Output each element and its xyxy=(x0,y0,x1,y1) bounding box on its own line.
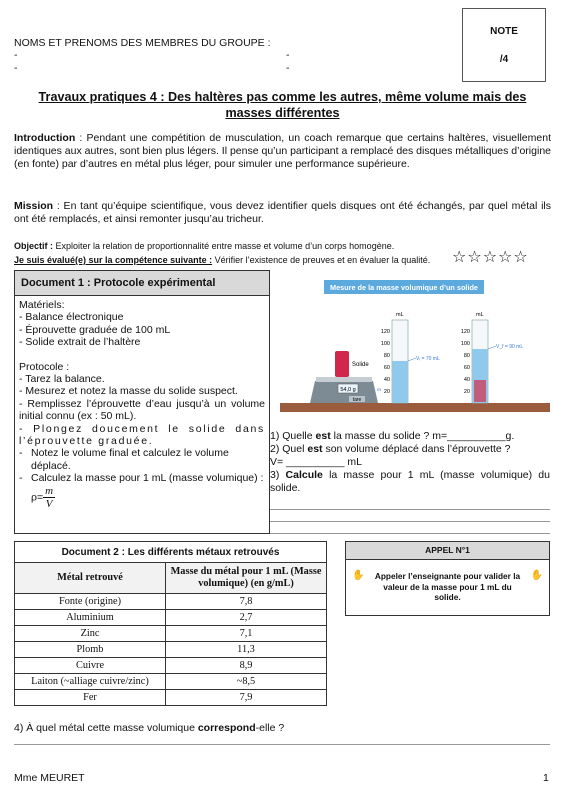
note-label: NOTE xyxy=(490,26,518,37)
table-row xyxy=(15,626,327,642)
q1-text: 1) Quelle xyxy=(270,430,316,442)
vi-label: Vᵢ = 70 mL xyxy=(416,356,440,362)
document-1 xyxy=(14,270,270,534)
protocole-step-6 xyxy=(19,472,265,509)
hand-icon: ✋ xyxy=(352,570,365,581)
col-header-metal: Métal retrouvé xyxy=(15,563,166,594)
materiel-item: - Solide extrait de l’haltère xyxy=(19,336,141,349)
density-cell: 7,1 xyxy=(166,626,327,642)
appel-box xyxy=(345,541,550,616)
tick-label: 120 xyxy=(460,329,470,335)
col-header-density: Masse du métal pour 1 mL (Masse volumique) (en g/mL) xyxy=(166,563,327,594)
metal-cell: Aluminium xyxy=(15,610,166,626)
mission-text: : En tant qu’équipe scientifique, vous devez identifier quels disques ont été échangés, par quel métal ils ont été remplacés, et ainsi remonter jusqu’au tricheur. xyxy=(14,200,551,225)
mission xyxy=(14,200,551,226)
question-3 xyxy=(270,469,550,495)
tick-label: 40 xyxy=(383,377,390,383)
materiel-item: - Éprouvette graduée de 100 mL xyxy=(19,323,171,336)
tick-label: 100 xyxy=(380,341,390,347)
metal-cell: Fer xyxy=(15,690,166,706)
step6-label: Calculez la masse pour 1 mL (masse volumique) : ρ= xyxy=(31,472,264,503)
questions-block xyxy=(270,430,550,495)
objectif xyxy=(14,241,394,251)
tare-label: tare xyxy=(352,397,362,403)
metal-cell: Cuivre xyxy=(15,658,166,674)
density-cell: ~8,5 xyxy=(166,674,327,690)
bullet-dash: - xyxy=(19,472,23,485)
solid-label: Solide xyxy=(352,362,369,368)
note-box xyxy=(462,8,546,82)
vi-pointer xyxy=(408,358,416,361)
materiel-title: Matériels: xyxy=(19,299,65,311)
tick-label: 40 xyxy=(463,377,470,383)
step6-text xyxy=(31,472,265,509)
metal-cell: Laiton (~alliage cuivre/zinc) xyxy=(15,674,166,690)
group-dash-2b: - xyxy=(286,62,290,74)
vf-label: V_f = 90 mL xyxy=(496,344,524,350)
footer-page-number: 1 xyxy=(543,772,549,784)
q2-rest: son volume déplacé dans l’éprouvette ? xyxy=(322,443,511,455)
cylinder2-unit: mL xyxy=(476,312,484,318)
table-row xyxy=(15,642,327,658)
group-dash-2a: - xyxy=(14,62,18,74)
metal-cell: Zinc xyxy=(15,626,166,642)
intro-text: : Pendant une compétition de musculation, un coach remarque que certains haltères, visuellement identiques aux autres, sont bien plus légers. Il pense qu’un participant a remplacé des disques métalliques d’origine (en fonte) par d’autres en métal plus léger, pour simuler une performance supérieure. xyxy=(14,132,551,170)
introduction xyxy=(14,132,551,171)
appel-title: APPEL N°1 xyxy=(346,542,549,560)
density-cell: 7,8 xyxy=(166,594,327,610)
question-4 xyxy=(14,722,284,735)
mass-label: m xyxy=(377,387,381,393)
metal-cell: Plomb xyxy=(15,642,166,658)
doc1-title: Document 1 : Protocole expérimental xyxy=(15,271,269,296)
q2-text: 2) Quel xyxy=(270,443,308,455)
balance-value: 54,0 g xyxy=(340,387,356,393)
competence-text: Vérifier l’existence de preuves et en évaluer la qualité. xyxy=(212,255,431,265)
tick-label: 80 xyxy=(463,353,470,359)
q3-num: 3) xyxy=(270,469,286,481)
group-label: NOMS ET PRENOMS DES MEMBRES DU GROUPE : xyxy=(14,37,271,49)
protocole-title: Protocole : xyxy=(19,360,70,373)
competence-label: Je suis évalué(e) sur la compétence suivante : xyxy=(14,255,213,265)
question-2 xyxy=(270,443,550,456)
question-1 xyxy=(270,430,550,443)
table-row xyxy=(15,594,327,610)
tick-label: 100 xyxy=(460,341,470,347)
cylinder1-unit: mL xyxy=(396,312,404,318)
hand-icon: ✋ xyxy=(530,570,543,581)
density-cell: 2,7 xyxy=(166,610,327,626)
vf-pointer xyxy=(488,346,496,349)
density-cell: 7,9 xyxy=(166,690,327,706)
protocole-step: - Plongez doucement le solide dans l’éprouvette graduée. xyxy=(19,422,265,448)
materiel-item: - Balance électronique xyxy=(19,311,124,324)
footer-teacher: Mme MEURET xyxy=(14,772,85,784)
answer-line[interactable] xyxy=(270,533,550,534)
bullet-dash: - xyxy=(19,447,23,460)
density-cell: 8,9 xyxy=(166,658,327,674)
objectif-text: Exploiter la relation de proportionnalité entre masse et volume d’un corps homogène. xyxy=(53,241,395,251)
protocole-step: - Mesurez et notez la masse du solide suspect. xyxy=(19,385,238,398)
measurement-illustration xyxy=(280,278,550,426)
tick-label: 80 xyxy=(383,353,390,359)
doc2-title: Document 2 : Les différents métaux retrouvés xyxy=(15,542,327,563)
table-row xyxy=(15,690,327,706)
figure-title: Mesure de la masse volumique d’un solide xyxy=(329,283,479,292)
water-initial xyxy=(393,361,408,403)
table-row xyxy=(15,658,327,674)
page-title: Travaux pratiques 4 : Des haltères pas comme les autres, même volume mais des masses différentes xyxy=(38,90,527,120)
protocole-step-5 xyxy=(19,447,265,472)
group-dash-1a: - xyxy=(14,49,18,61)
step5-text: Notez le volume final et calculez le volume déplacé. xyxy=(31,447,229,472)
metal-cell: Fonte (origine) xyxy=(15,594,166,610)
table-row xyxy=(15,674,327,690)
tick-label: 20 xyxy=(383,389,390,395)
q4-text: 4) À quel métal cette masse volumique xyxy=(14,722,198,734)
tick-label: 60 xyxy=(463,365,470,371)
answer-line[interactable] xyxy=(270,509,550,510)
note-score: /4 xyxy=(499,54,509,65)
tick-label: 120 xyxy=(380,329,390,335)
density-cell: 11,3 xyxy=(166,642,327,658)
submerged-solid xyxy=(474,380,486,402)
q4-rest: -elle ? xyxy=(255,722,285,734)
table-row xyxy=(15,610,327,626)
competence xyxy=(14,255,430,265)
protocole-step: - Remplissez l’éprouvette d’eau jusqu’à un volume initial connu (ex : 50 mL). xyxy=(19,397,265,423)
rho-fraction xyxy=(43,485,55,510)
q2-bold: est xyxy=(307,443,323,455)
mission-label: Mission xyxy=(14,200,54,212)
fraction-denominator: V xyxy=(45,497,53,510)
group-dash-1b: - xyxy=(286,49,290,61)
balance-plate xyxy=(316,377,372,382)
document-2-table xyxy=(14,541,327,706)
tick-label: 60 xyxy=(383,365,390,371)
q1-bold: est xyxy=(315,430,331,442)
intro-label: Introduction xyxy=(14,132,76,144)
objectif-label: Objectif : xyxy=(14,241,54,251)
appel-text: Appeler l’enseignante pour valider la valeur de la masse pour 1 mL du solide. xyxy=(374,571,521,602)
answer-line[interactable] xyxy=(270,521,550,522)
q1-answer[interactable]: la masse du solide ? m=__________g. xyxy=(330,430,515,442)
solid-object xyxy=(335,351,349,377)
fraction-numerator: m xyxy=(45,484,54,497)
protocole-step: - Tarez la balance. xyxy=(19,373,105,386)
question-2-answer[interactable]: V= __________ mL xyxy=(270,456,362,468)
workbench xyxy=(280,403,550,412)
q4-bold: correspond xyxy=(197,722,256,734)
tick-label: 20 xyxy=(463,389,470,395)
answer-line[interactable] xyxy=(14,744,550,745)
q3-bold: Calcule xyxy=(285,469,323,481)
q3-rest: la masse pour 1 mL (masse volumique) du solide. xyxy=(270,469,550,494)
star-rating-icon[interactable]: ☆☆☆☆☆ xyxy=(452,247,529,266)
